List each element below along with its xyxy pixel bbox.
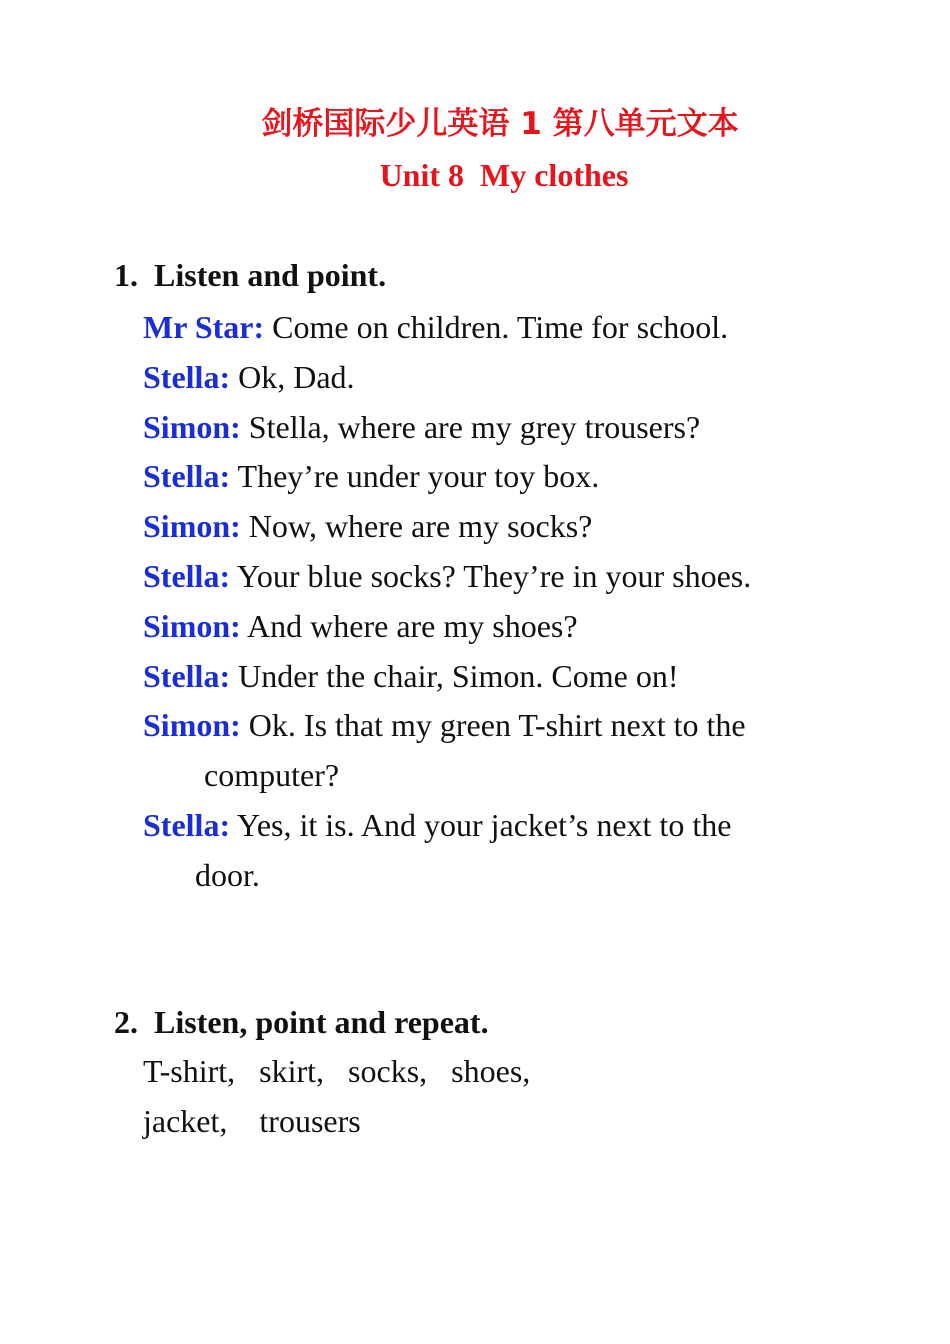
dialogue-line <box>143 701 863 801</box>
dialogue-line <box>143 353 863 403</box>
dialogue-text: Come on children. Time for school. <box>264 309 729 345</box>
speaker-name: Stella: <box>143 806 231 843</box>
dialogue-text: Ok. Is that my green T-shirt next to the <box>240 707 746 744</box>
dialogue-text: And where are my shoes? <box>240 607 578 644</box>
dialogue-text: They’re under your toy box. <box>230 458 600 495</box>
section-1-heading: 1. Listen and point. <box>114 257 387 293</box>
dialogue-line <box>143 602 863 652</box>
speaker-name: Simon: <box>143 408 241 445</box>
dialogue-text: Your blue socks? They’re in your shoes. <box>230 557 752 594</box>
dialogue-line <box>143 452 863 502</box>
dialogue-text: Stella, where are my grey trousers? <box>240 408 701 445</box>
speaker-name: Simon: <box>143 707 241 744</box>
speaker-name: Simon: <box>143 508 241 545</box>
dialogue-text: Now, where are my socks? <box>240 508 593 545</box>
speaker-name: Stella: <box>143 657 231 694</box>
dialogue-line <box>143 552 863 602</box>
speaker-name: Stella: <box>143 557 231 594</box>
dialogue-continuation: door. <box>195 856 260 893</box>
dialogue-line <box>143 303 863 353</box>
chinese-title: 剑桥国际少儿英语 1 第八单元文本 <box>261 106 739 142</box>
vocabulary-line-1: T-shirt, skirt, socks, shoes, <box>143 1053 531 1089</box>
dialogue <box>143 303 863 901</box>
dialogue-text: Yes, it is. And your jacket’s next to the <box>230 806 732 843</box>
speaker-name: Simon: <box>143 607 241 644</box>
dialogue-text: Under the chair, Simon. Come on! <box>230 657 679 694</box>
dialogue-line <box>143 502 863 552</box>
speaker-name: Stella: <box>143 458 231 495</box>
unit-title: Unit 8 My clothes <box>379 157 629 193</box>
vocabulary-line-2: jacket, trousers <box>143 1103 361 1139</box>
dialogue-continuation: computer? <box>204 757 340 794</box>
dialogue-line <box>143 652 863 702</box>
dialogue-text: Ok, Dad. <box>230 358 355 395</box>
dialogue-line <box>143 801 863 901</box>
speaker-name: Mr Star: <box>143 309 265 345</box>
section-2-heading: 2. Listen, point and repeat. <box>114 1004 489 1040</box>
dialogue-line <box>143 403 863 453</box>
speaker-name: Stella: <box>143 358 231 395</box>
